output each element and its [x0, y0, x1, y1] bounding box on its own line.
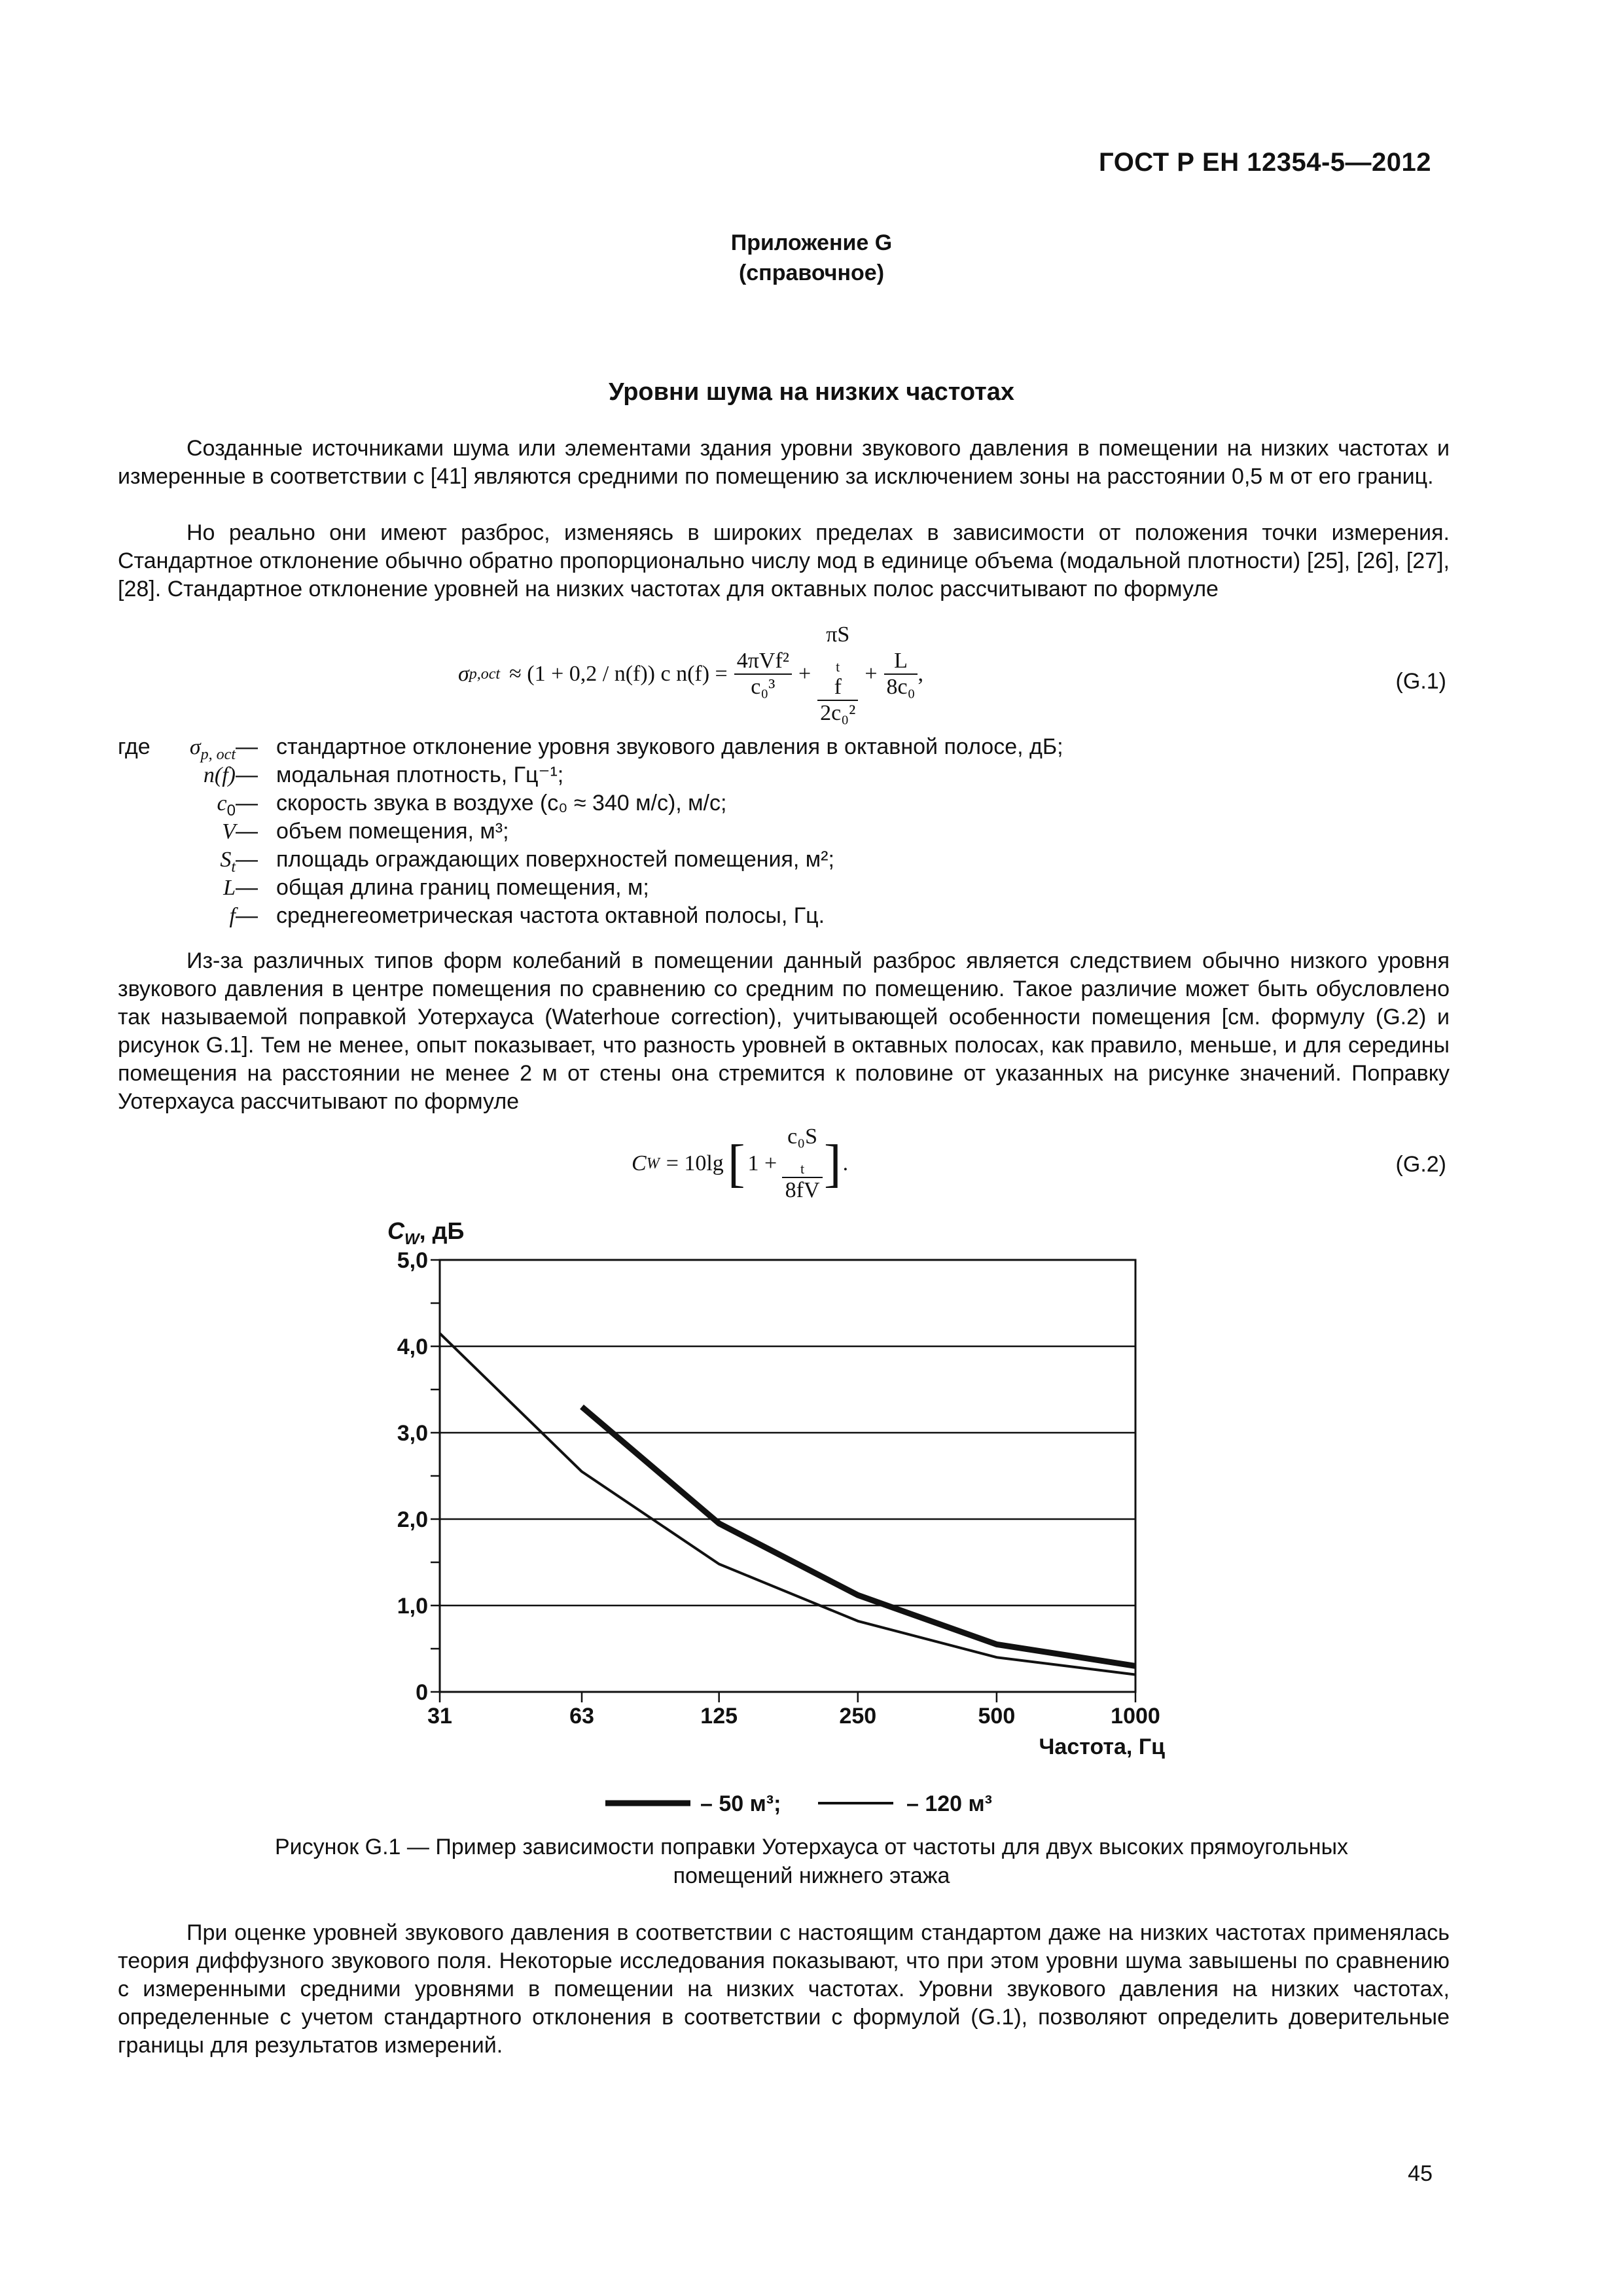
- y-tick-label: 4,0: [397, 1335, 428, 1359]
- annex-heading: [0, 228, 1623, 288]
- x-tick-label: 1000: [1111, 1704, 1160, 1729]
- x-tick-label: 125: [700, 1704, 738, 1729]
- x-tick-label: 500: [978, 1704, 1016, 1729]
- x-tick-label: 31: [427, 1704, 452, 1729]
- series-line-2: [440, 1333, 1135, 1674]
- x-tick-label: 250: [839, 1704, 877, 1729]
- y-tick-label: 2,0: [397, 1507, 428, 1532]
- equation-g2: C W = 10lg [ 1 + c₀S $_t$ 8fV ] .: [632, 1124, 849, 1203]
- page-number: 45: [1408, 2161, 1433, 2186]
- y-tick-label: 5,0: [397, 1248, 428, 1273]
- y-tick-label: 0: [416, 1680, 428, 1705]
- legend-label-2: – 120 м³: [906, 1791, 993, 1816]
- document-code: ГОСТ Р ЕН 12354-5—2012: [1099, 148, 1431, 177]
- paragraph-1: Созданные источниками шума или элементами здания уровни звукового давления в помещении на низких частотах и измеренные в соответствии с [41] являются средними по помещению за исключением зоны на расстоянии 0,5 м от его границ.: [118, 436, 1450, 489]
- caption-line-1: Рисунок G.1 — Пример зависимости поправки Уотерхауса от частоты для двух высоких прямоугольных: [274, 1835, 1349, 1859]
- equation-g1-number: (G.1): [1395, 669, 1446, 694]
- caption-line-2: помещений нижнего этажа: [673, 1863, 950, 1888]
- definitions-intro: где: [118, 734, 151, 759]
- legend-label-1: – 50 м³;: [700, 1791, 781, 1816]
- figure-caption: [0, 1833, 1623, 1890]
- annex-label: Приложение G: [730, 230, 893, 255]
- x-tick-label: 63: [569, 1704, 594, 1729]
- y-axis-label: $C_W$, дБ: [387, 1217, 465, 1248]
- equation-g2-number: (G.2): [1395, 1152, 1446, 1177]
- series-line-1: [582, 1407, 1135, 1666]
- paragraph-2: Но реально они имеют разброс, изменяясь в широких пределах в зависимости от положения точки измерения. Стандартное отклонение обычно обратно пропорционально числу мод в единице объема (модальной плотности) [25], [26], [27], [28]. Стандартное отклонение уровней на низких частотах для октавных полос рассчитывают по формуле: [118, 520, 1450, 601]
- section-title: Уровни шума на низких частотах: [609, 378, 1014, 406]
- x-axis-label: Частота, Гц: [1039, 1734, 1165, 1759]
- equation-g1: σ p,oct ≈ (1 + 0,2 / n(f)) с n(f) = $\frac{\text{4πVf²}}{\text{c₀³}}$ + πS $_t$ f 2c₀² + $\frac{L}{\text{8c₀}}$ ,: [458, 622, 923, 726]
- paragraph-3: Из-за различных типов форм колебаний в помещении данный разброс является следствием обычно низкого уровня звукового давления в центре помещения по сравнению со средним по помещению. Такое различие может быть обусловлено так называемой поправкой Уотерхауса (Waterhoue correction), учитывающей особенности помещения [см. формулу (G.2) и рисунок G.1]. Тем не менее, опыт показывает, что разность уровней в октавных полосах, как правило, меньше, и для середины помещения на расстоянии не менее 2 м от стены она стремится к половине от указанных на рисунке значений. Поправку Уотерхауса рассчитывают по формуле: [118, 948, 1450, 1114]
- y-tick-label: 1,0: [397, 1594, 428, 1619]
- waterhouse-correction-chart: [366, 1211, 1230, 1820]
- paragraph-4: При оценке уровней звукового давления в соответствии с настоящим стандартом даже на низких частотах применялась теория диффузного звукового поля. Некоторые исследования показывают, что при этом уровни шума завышены по сравнению с измеренными средними уровнями в помещении на низких частотах. Уровни звукового давления на низких частотах, определенные с учетом стандартного отклонения в соответствии с формулой (G.1), позволяют определить доверительные границы для результатов измерений.: [118, 1920, 1450, 2058]
- annex-type: (справочное): [738, 260, 885, 285]
- plot-frame: [440, 1260, 1135, 1692]
- y-tick-label: 3,0: [397, 1421, 428, 1446]
